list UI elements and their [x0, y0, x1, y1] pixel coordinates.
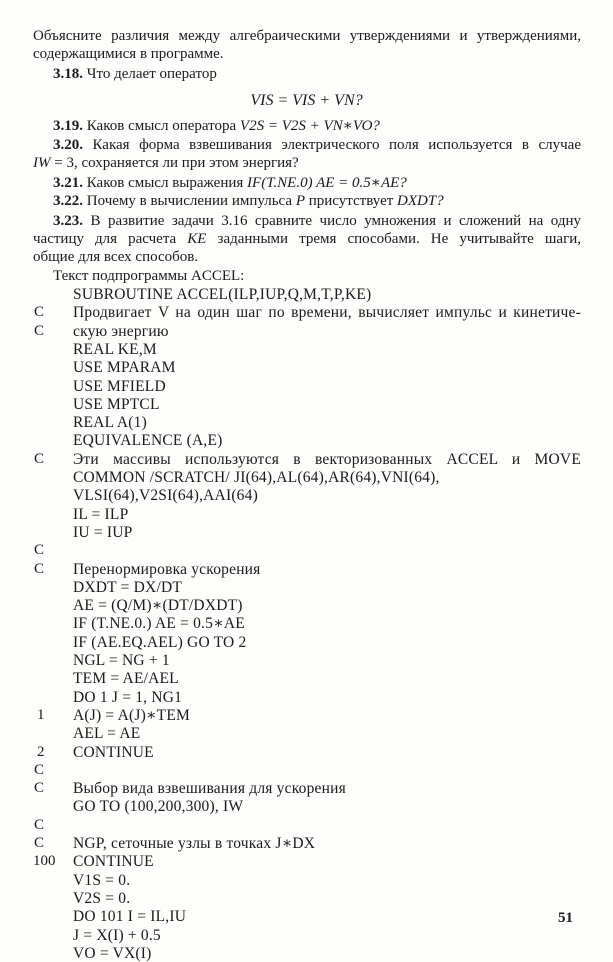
code-line-label: C — [34, 451, 45, 467]
q-3-20-line-1 — [53, 137, 581, 154]
code-line-label: C — [34, 835, 45, 851]
code-line-text: DO 101 I = IL,IU — [73, 908, 187, 925]
code-line-label: 1 — [37, 707, 45, 723]
q-3-23-text-2a: частицу для расчета — [33, 231, 177, 247]
q-3-23-text-2b: заданными тремя способами. Не учитывайте шаги, — [217, 231, 582, 247]
code-line-text: SUBROUTINE ACCEL(ILP,IUP,Q,M,T,P,KE) — [73, 286, 372, 303]
code-line-text: REAL KE,M — [73, 341, 157, 358]
intro-line-2: содержащимися в программе. — [33, 46, 224, 62]
code-line-text: AEL = AE — [73, 725, 141, 742]
q-3-20-iw: IW — [33, 155, 51, 171]
code-line-text: IF (T.NE.0.) AE = 0.5∗AE — [73, 615, 245, 632]
q-3-19-formula: V2S = V2S + VN∗VO? — [239, 118, 380, 134]
q-3-18-number: 3.18. — [53, 66, 83, 82]
formula-vis: VIS = VIS + VN? — [250, 92, 363, 109]
code-line-text: Эти массивы используются в векторизованных ACCEL и MOVE — [73, 451, 581, 468]
code-line-text: NGP, сеточные узлы в точках J∗DX — [73, 835, 316, 852]
code-line-label: C — [34, 542, 45, 558]
q-3-23-line-3: общие для всех способов. — [33, 249, 199, 265]
code-line-text: TEM = AE/AEL — [73, 670, 179, 687]
intro-line-1: Объясните различия между алгебраическими утверждениями и утверждениями, — [33, 28, 581, 44]
code-line-text: CONTINUE — [73, 744, 154, 761]
code-line-label: C — [34, 780, 45, 796]
q-3-21-formula: IF(T.NE.0) AE = 0.5∗AE? — [247, 175, 407, 191]
q-3-22-text-b: присутствует — [308, 193, 394, 209]
code-line-text: Перенормировка ускорения — [73, 561, 261, 578]
code-line-text: CONTINUE — [73, 853, 154, 870]
code-line-text: J = X(I) + 0.5 — [73, 927, 161, 944]
q-3-22-dxdt: DXDT? — [397, 193, 444, 209]
code-line-text: скую энергию — [73, 323, 169, 340]
page-number: 51 — [558, 910, 573, 926]
code-line-label: C — [34, 817, 45, 833]
code-line-text: Продвигает V на один шаг по времени, вычисляет импульс и кинетиче- — [73, 304, 581, 321]
code-line-text: VLSI(64),V2SI(64),AAI(64) — [73, 487, 258, 504]
code-line-text: V1S = 0. — [73, 872, 131, 889]
q-3-22-p: P — [295, 193, 305, 209]
q-3-23-ke: KE — [187, 231, 207, 247]
code-line-label: 2 — [37, 744, 45, 760]
q-3-21-text: Каков смысл выражения — [86, 175, 244, 191]
q-3-20-line-2 — [33, 155, 299, 172]
code-line-label: C — [34, 323, 45, 339]
code-line-label: 100 — [33, 853, 56, 869]
q-3-23-line-2 — [33, 231, 581, 248]
code-line-text: USE MPTCL — [73, 396, 160, 413]
q-3-21 — [53, 175, 407, 192]
code-line-text: COMMON /SCRATCH/ JI(64),AL(64),AR(64),VNI(64), — [73, 469, 440, 486]
code-line-text: VO = VX(I) — [73, 945, 152, 962]
q-3-18 — [53, 66, 217, 83]
code-line-text: DO 1 J = 1, NG1 — [73, 689, 183, 706]
code-line-text: NGL = NG + 1 — [73, 652, 170, 669]
code-line-text: AE = (Q/M)∗(DT/DXDT) — [73, 597, 243, 614]
q-3-19-text: Каков смысл оператора — [86, 118, 237, 134]
code-line-text: REAL A(1) — [73, 414, 147, 431]
q-3-23-line-1 — [53, 213, 581, 230]
q-3-22-number: 3.22. — [53, 193, 83, 209]
code-line-text: USE MPARAM — [73, 359, 176, 376]
code-line-text: IF (AE.EQ.AEL) GO TO 2 — [73, 634, 247, 651]
code-line-label: C — [34, 561, 45, 577]
q-3-20-text-1: Какая форма взвешивания электрического поля используется в случае — [92, 137, 581, 153]
q-3-19 — [53, 118, 380, 135]
code-line-text: A(J) = A(J)∗TEM — [73, 707, 190, 724]
code-line-text: IU = IUP — [73, 524, 133, 541]
q-3-20-text-2: = 3, сохраняется ли при этом энергия? — [50, 155, 299, 171]
q-3-22-text-a: Почему в вычислении импульса — [86, 193, 293, 209]
code-line-text: EQUIVALENCE (A,E) — [73, 432, 223, 449]
code-line-text: DXDT = DX/DT — [73, 579, 183, 596]
q-3-23-text-1: В развитие задачи 3.16 сравните число умножения и сложений на одну — [90, 213, 581, 229]
code-line-text: GO TO (100,200,300), IW — [73, 798, 244, 815]
q-3-21-number: 3.21. — [53, 175, 83, 191]
code-line-label: C — [34, 304, 45, 320]
listing-caption: Текст подпрограммы ACCEL: — [53, 268, 245, 284]
code-line-text: Выбор вида взвешивания для ускорения — [73, 780, 346, 797]
code-line-text: IL = ILP — [73, 506, 129, 523]
q-3-22 — [53, 193, 444, 210]
q-3-20-number: 3.20. — [53, 137, 83, 153]
code-line-label: C — [34, 762, 45, 778]
q-3-19-number: 3.19. — [53, 118, 83, 134]
q-3-18-text: Что делает оператор — [86, 66, 217, 82]
q-3-23-number: 3.23. — [53, 213, 83, 229]
code-line-text: USE MFIELD — [73, 378, 166, 395]
code-line-text: V2S = 0. — [73, 890, 131, 907]
